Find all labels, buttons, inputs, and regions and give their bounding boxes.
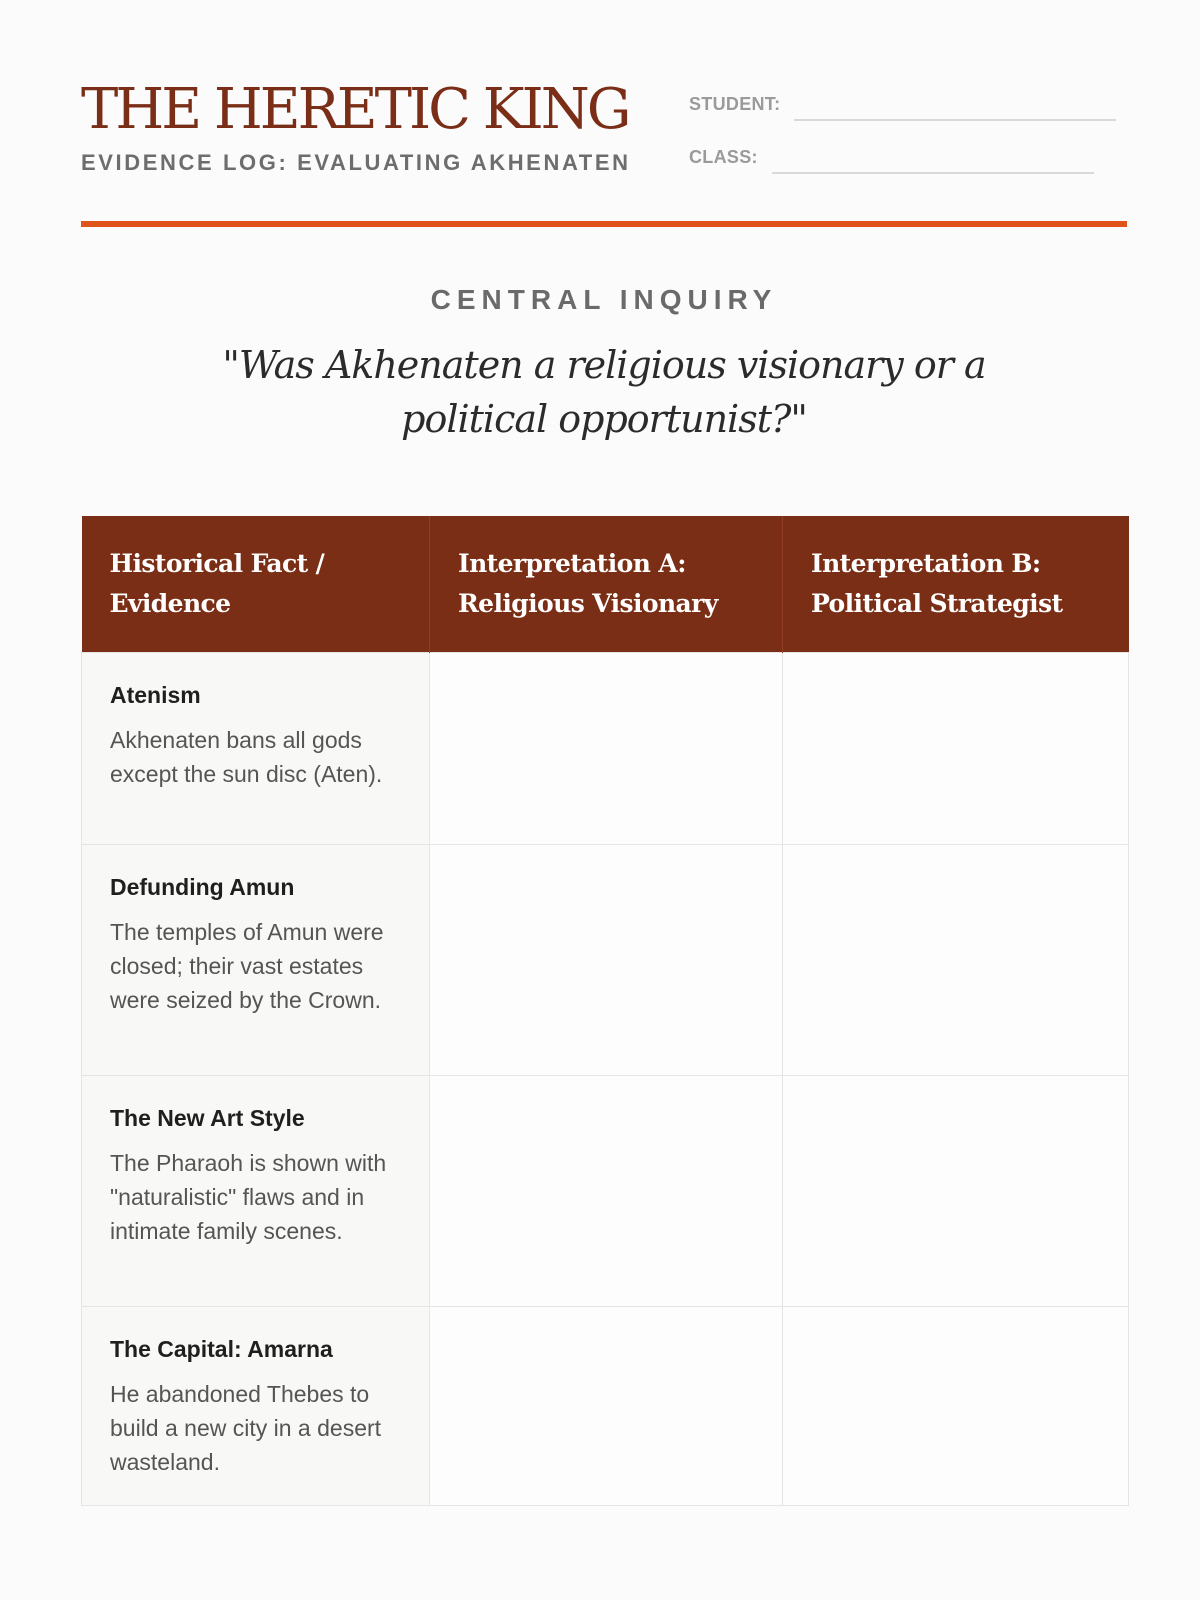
inquiry-question: "Was Akhenaten a religious visionary or a political opportunist?"	[222, 343, 986, 441]
header-interpretation-b: Interpretation B: Political Strategist	[783, 516, 1129, 653]
fact-cell	[82, 653, 430, 845]
student-field	[689, 94, 1116, 115]
fact-description: Akhenaten bans all gods except the sun disc (Aten).	[110, 727, 383, 787]
table-row	[82, 1076, 1129, 1307]
table-row	[82, 1307, 1129, 1506]
student-input-line[interactable]	[794, 95, 1116, 121]
interpretation-a-cell[interactable]	[430, 653, 783, 845]
header-interpretation-a: Interpretation A: Religious Visionary	[430, 516, 783, 653]
evidence-log-table	[81, 516, 1129, 1506]
header-divider	[81, 221, 1127, 227]
worksheet-subtitle: EVIDENCE LOG: EVALUATING AKHENATEN	[81, 150, 631, 175]
fact-cell	[82, 1076, 430, 1307]
class-field	[689, 147, 1094, 168]
table-header-row	[82, 516, 1129, 653]
student-label: STUDENT:	[689, 94, 781, 114]
central-inquiry	[81, 284, 1127, 446]
worksheet-page	[81, 0, 1127, 1475]
worksheet-title: THE HERETIC KING	[81, 77, 629, 142]
interpretation-b-cell[interactable]	[783, 845, 1129, 1076]
interpretation-b-cell[interactable]	[783, 1307, 1129, 1506]
header-historical-fact: Historical Fact / Evidence	[82, 516, 430, 653]
inquiry-label: CENTRAL INQUIRY	[430, 284, 778, 315]
class-input-line[interactable]	[772, 148, 1094, 174]
fact-cell	[82, 1307, 430, 1506]
interpretation-b-cell[interactable]	[783, 653, 1129, 845]
interpretation-a-cell[interactable]	[430, 1076, 783, 1307]
table-row	[82, 845, 1129, 1076]
fact-cell	[82, 845, 430, 1076]
class-label: CLASS:	[689, 147, 758, 167]
fact-description: The Pharaoh is shown with "naturalistic" flaws and in intimate family scenes.	[110, 1150, 387, 1244]
fact-title: The Capital: Amarna	[110, 1336, 333, 1362]
worksheet-header	[81, 0, 1127, 226]
interpretation-a-cell[interactable]	[430, 845, 783, 1076]
fact-title: Defunding Amun	[110, 874, 295, 900]
table-row	[82, 653, 1129, 845]
fact-description: The temples of Amun were closed; their vast estates were seized by the Crown.	[110, 919, 384, 1013]
fact-title: Atenism	[110, 682, 201, 708]
fact-title: The New Art Style	[110, 1105, 305, 1131]
fact-description: He abandoned Thebes to build a new city in a desert wasteland.	[110, 1381, 382, 1475]
interpretation-a-cell[interactable]	[430, 1307, 783, 1506]
interpretation-b-cell[interactable]	[783, 1076, 1129, 1307]
